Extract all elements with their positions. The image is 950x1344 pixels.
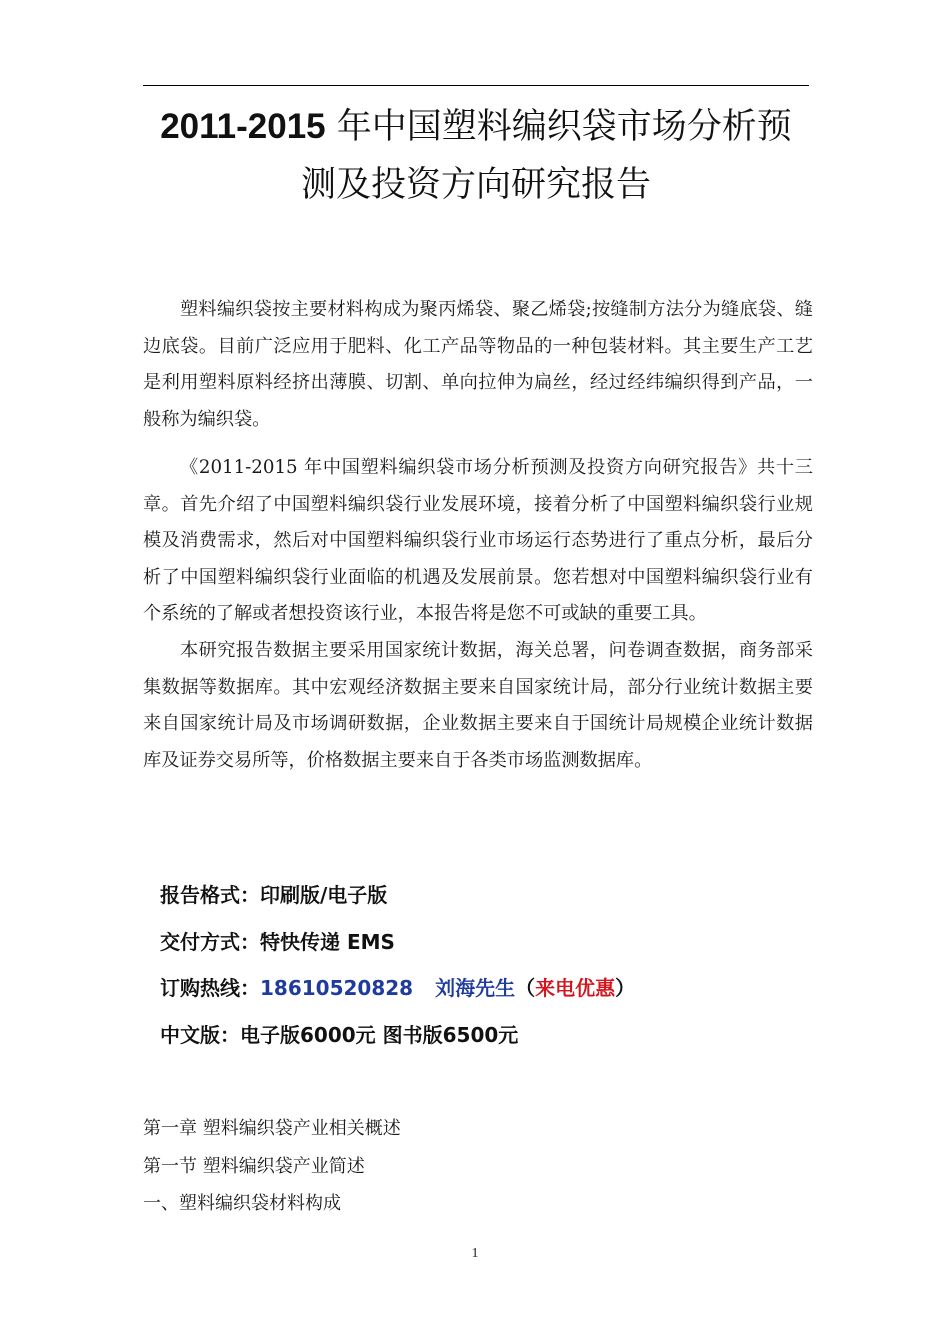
intro-paragraph-2 <box>143 450 813 633</box>
toc-section-1: 第一节 塑料编织袋产业简述 <box>143 1155 365 1177</box>
title-line-1-text: 年中国塑料编织袋市场分析预 <box>325 107 792 147</box>
delivery-row <box>160 919 635 966</box>
title-line-1 <box>143 98 809 156</box>
hotline-contact: 刘海先生 <box>435 976 516 1000</box>
toc-chapter-1: 第一章 塑料编织袋产业相关概述 <box>143 1118 401 1139</box>
price-value: 电子版6000元 图书版6500元 <box>240 1022 519 1047</box>
price-label: 中文版： <box>160 1022 240 1047</box>
delivery-label: 交付方式： <box>160 929 260 954</box>
format-row <box>160 872 635 919</box>
page-number: 1 <box>471 1246 479 1261</box>
hotline-promo: 来电优惠 <box>535 976 616 1000</box>
title-year: 2011-2015 <box>160 107 326 146</box>
toc-subsection-1: 一、塑料编织袋材料构成 <box>143 1193 341 1214</box>
header-rule <box>143 85 809 86</box>
table-of-contents <box>143 1110 401 1223</box>
paragraph-text: 塑料编织袋按主要材料构成为聚丙烯袋、聚乙烯袋;按缝制方法分为缝底袋、缝边底袋。目前广泛应用于肥料、化工产品等物品的一种包装材料。其主要生产工艺是利用塑料原料经挤出薄膜、切割、单向拉伸为扁丝，经过经纬编织得到产品，一般称为编织袋。 <box>143 299 813 430</box>
hotline-paren-open: （ <box>515 976 536 1000</box>
order-info-block <box>160 872 635 1058</box>
paragraph-text: 本研究报告数据主要采用国家统计数据，海关总署，问卷调查数据，商务部采集数据等数据库。其中宏观经济数据主要来自国家统计局，部分行业统计数据主要来自国家统计局及市场调研数据，企业数据主要来自于国统计局规模企业统计数据库及证券交易所等，价格数据主要来自于各类市场监测数据库。 <box>143 640 813 771</box>
hotline-paren-close: ） <box>615 976 636 1000</box>
format-value: 印刷版/电子版 <box>260 883 388 907</box>
document-title <box>143 98 809 214</box>
paragraph-text: 《2011-2015 年中国塑料编织袋市场分析预测及投资方向研究报告》共十三章。首先介绍了中国塑料编织袋行业发展环境，接着分析了中国塑料编织袋行业规模及消费需求，然后对中国塑料编织袋行业市场运行态势进行了重点分析，最后分析了中国塑料编织袋行业面临的机遇及发展前景。您若想对中国塑料编织袋行业有个系统的了解或者想投资该行业，本报告将是您不可或缺的重要工具。 <box>143 457 813 624</box>
intro-paragraph-3 <box>143 633 813 779</box>
delivery-value: 特快传递 EMS <box>260 929 395 954</box>
hotline-label: 订购热线： <box>160 976 260 1000</box>
hotline-row <box>160 965 635 1012</box>
format-label: 报告格式： <box>160 883 260 907</box>
hotline-phone: 18610520828 <box>260 976 414 1000</box>
price-row <box>160 1012 635 1059</box>
title-line-2: 测及投资方向研究报告 <box>300 165 651 205</box>
intro-paragraph-1 <box>143 292 813 438</box>
